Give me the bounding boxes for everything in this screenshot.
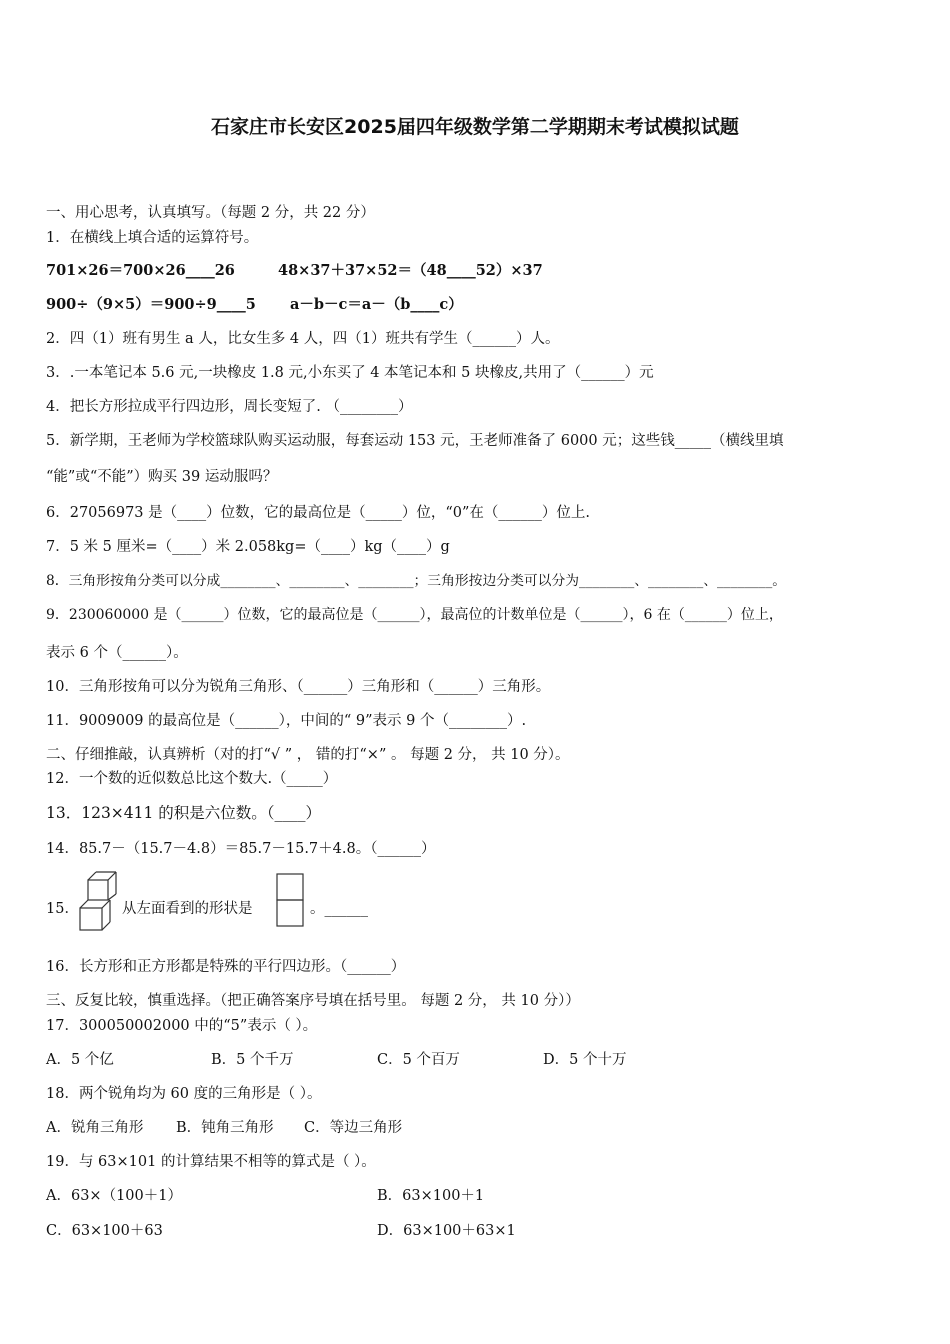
question-6: 6．27056973 是（____）位数，它的最高位是（_____）位，“0”在（______）位上. bbox=[46, 505, 591, 521]
question-4: 4．把长方形拉成平行四边形，周长变短了. （________） bbox=[46, 399, 413, 415]
question-5-line-1: 5．新学期，王老师为学校篮球队购买运动服，每套运动 153 元，王老师准备了 6000 元；这些钱_____（横线里填 bbox=[46, 433, 784, 449]
question-19: 19．与 63×101 的计算结果不相等的算式是（ ）。 bbox=[46, 1154, 376, 1170]
question-18: 18．两个锐角均为 60 度的三角形是（ ）。 bbox=[46, 1086, 322, 1102]
section-2-header: 二、仔细推敲，认真辨析（对的打“√ ” ， 错的打“×” 。 每题 2 分， 共 10 分）。 bbox=[46, 747, 570, 763]
question-1-item-a: 701×26＝700×26____26 bbox=[46, 262, 235, 279]
question-3: 3．.一本笔记本 5.6 元,一块橡皮 1.8 元,小东买了 4 本笔记本和 5 块橡皮,共用了（______）元 bbox=[46, 365, 654, 381]
question-1-item-b: 48×37＋37×52＝（48____52）×37 bbox=[278, 262, 543, 279]
question-13: 13．123×411 的积是六位数。（____） bbox=[46, 804, 322, 822]
question-16: 16．长方形和正方形都是特殊的平行四边形。（______） bbox=[46, 959, 406, 975]
page-title: 石家庄市长安区2025届四年级数学第二学期期末考试模拟试题 bbox=[211, 116, 739, 138]
question-19-option-b: B．63×100＋1 bbox=[377, 1188, 485, 1204]
cube-stack-figure bbox=[78, 870, 120, 932]
question-19-option-a: A．63×（100＋1） bbox=[46, 1188, 182, 1204]
question-7: 7．5 米 5 厘米=（____）米 2.058kg=（____）kg（____）g bbox=[46, 539, 450, 555]
section-1-header: 一、用心思考，认真填写。（每题 2 分，共 22 分） bbox=[46, 205, 375, 221]
question-17-option-a: A．5 个亿 bbox=[46, 1052, 114, 1068]
question-19-option-d: D．63×100＋63×1 bbox=[377, 1223, 516, 1239]
question-1-item-c: 900÷（9×5）＝900÷9____5 bbox=[46, 296, 256, 313]
question-17-option-d: D．5 个十万 bbox=[543, 1052, 627, 1068]
question-9-line-1: 9．230060000 是（______）位数，它的最高位是（______），最高位的计数单位是（______），6 在（______）位上， bbox=[46, 607, 783, 623]
question-15-tail: 。______ bbox=[310, 901, 368, 917]
question-5-line-2: “能”或“不能”）购买 39 运动服吗？ bbox=[46, 469, 278, 485]
section-3-header: 三、反复比较，慎重选择。（把正确答案序号填在括号里。 每题 2 分， 共 10 分）） bbox=[46, 993, 580, 1009]
question-10: 10．三角形按角可以分为锐角三角形、（______）三角形和（______）三角形。 bbox=[46, 679, 551, 695]
question-14: 14．85.7－（15.7－4.8）＝85.7－15.7＋4.8。（______） bbox=[46, 841, 436, 857]
question-9-line-2: 表示 6 个（______）。 bbox=[46, 645, 188, 661]
question-15-number: 15． bbox=[46, 901, 79, 917]
question-2: 2．四（1）班有男生 a 人，比女生多 4 人，四（1）班共有学生（______）人。 bbox=[46, 331, 560, 347]
left-view-figure bbox=[275, 872, 305, 930]
question-17: 17．300050002000 中的“5”表示（ ）。 bbox=[46, 1018, 318, 1034]
question-18-option-c: C．等边三角形 bbox=[304, 1120, 403, 1136]
question-17-option-b: B．5 个千万 bbox=[211, 1052, 294, 1068]
question-17-option-c: C．5 个百万 bbox=[377, 1052, 460, 1068]
question-1-item-d: a－b－c＝a－（b____c） bbox=[290, 296, 463, 313]
question-11: 11．9009009 的最高位是（______），中间的“ 9”表示 9 个（________）. bbox=[46, 713, 527, 729]
question-19-option-c: C．63×100＋63 bbox=[46, 1223, 163, 1239]
question-18-option-b: B．钝角三角形 bbox=[176, 1120, 274, 1136]
question-12: 12．一个数的近似数总比这个数大.（_____） bbox=[46, 771, 338, 787]
question-8: 8．三角形按角分类可以分成________、________、________；三角形按边分类可以分为________、________、________。 bbox=[46, 573, 787, 589]
question-18-option-a: A．锐角三角形 bbox=[46, 1120, 144, 1136]
question-1: 1．在横线上填合适的运算符号。 bbox=[46, 230, 259, 246]
question-15-text: 从左面看到的形状是 bbox=[122, 901, 253, 917]
